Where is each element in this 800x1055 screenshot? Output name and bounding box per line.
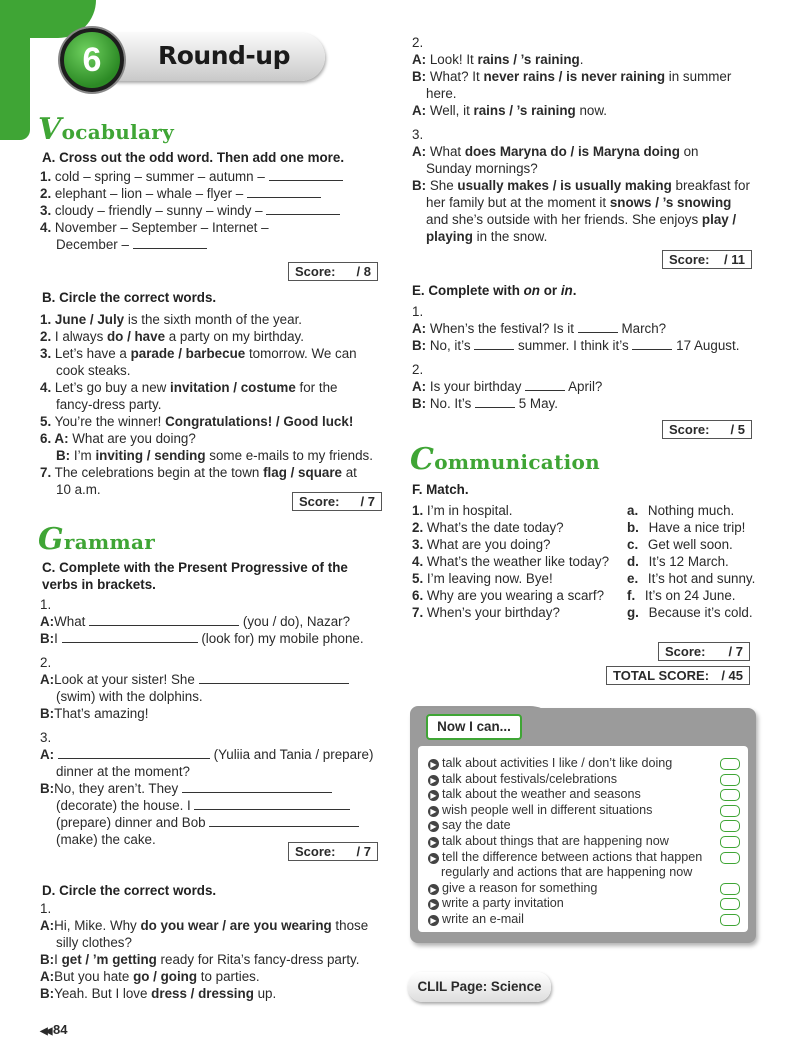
page-title: Round-up (158, 41, 290, 70)
checkbox[interactable] (720, 820, 740, 832)
grammar-d-3a: A: What does Maryna do / is Maryna doing on (412, 144, 699, 159)
grammar-d-1a: A:Hi, Mike. Why do you wear / are you wearing those (40, 918, 369, 933)
grammar-d-num-1: 1. (40, 901, 52, 916)
grammar-d-2b: B: What? It never rains / is never raining in summer (412, 69, 732, 84)
match-left-item: 6. Why are you wearing a scarf? (412, 588, 605, 603)
play-arrow-icon: ▶ (428, 899, 439, 910)
play-arrow-icon: ▶ (428, 837, 439, 848)
grammar-e-1a: A: When’s the festival? Is it March? (412, 321, 667, 336)
match-left-item: 5. I’m leaving now. Bye! (412, 571, 553, 586)
play-arrow-icon: ▶ (428, 806, 439, 817)
grammar-c-3b: B:No, they aren’t. They (40, 781, 332, 796)
play-arrow-icon: ▶ (428, 759, 439, 770)
score-b: Score: / 7 (292, 492, 382, 511)
vocab-b-item-1: 1. June / July is the sixth month of the year. (40, 312, 303, 327)
section-title-communication: Communication (410, 442, 600, 477)
grammar-c-3b-cont-3: (make) the cake. (56, 832, 156, 847)
match-left-item: 7. When’s your birthday? (412, 605, 560, 620)
play-arrow-icon: ▶ (428, 884, 439, 895)
match-right-item: f. It’s on 24 June. (627, 588, 736, 603)
score-f: Score: / 7 (658, 642, 750, 661)
grammar-d-2c: A: Well, it rains / ’s raining now. (412, 103, 607, 118)
vocab-a-item-4-cont: December – (56, 237, 207, 252)
vocab-a-item-2: 2. elephant – lion – whale – flyer – (40, 186, 321, 201)
now-i-can-item: ▶ give a reason for something (428, 881, 597, 895)
vocab-b-item-7: 7. The celebrations begin at the town flag / square at (40, 465, 357, 480)
vocab-b-item-4-cont: fancy-dress party. (56, 397, 162, 412)
now-i-can-label: Now I can... (426, 714, 522, 740)
score-d: Score: / 11 (662, 250, 752, 269)
match-left-item: 2. What’s the date today? (412, 520, 564, 535)
vocab-b-item-3-cont: cook steaks. (56, 363, 131, 378)
now-i-can-item: ▶ talk about things that are happening now (428, 834, 669, 848)
play-arrow-icon: ▶ (428, 821, 439, 832)
grammar-e-2a: A: Is your birthday April? (412, 379, 603, 394)
now-i-can-item: ▶ wish people well in different situations (428, 803, 652, 817)
grammar-d-3a-cont: Sunday mornings? (426, 161, 538, 176)
grammar-d-2a: A: Look! It rains / ’s raining. (412, 52, 584, 67)
grammar-c-3b-cont-2: (prepare) dinner and Bob (56, 815, 359, 830)
task-c-instruction-2: verbs in brackets. (42, 577, 156, 592)
grammar-c-2b: B:That’s amazing! (40, 706, 149, 721)
grammar-d-1d: B:Yeah. But I love dress / dressing up. (40, 986, 277, 1001)
grammar-e-1b: B: No, it’s summer. I think it’s 17 August. (412, 338, 740, 353)
section-title-vocabulary: Vocabulary (38, 112, 174, 147)
match-right-item: d. It’s 12 March. (627, 554, 729, 569)
grammar-e-2b: B: No. It’s 5 May. (412, 396, 558, 411)
play-arrow-icon: ▶ (428, 790, 439, 801)
section-title-grammar: Grammar (38, 522, 156, 557)
now-i-can-item: ▶ write an e-mail (428, 912, 524, 926)
clil-page-button[interactable]: CLIL Page: Science (408, 972, 551, 1002)
score-a: Score: / 8 (288, 262, 378, 281)
rewind-icon: ◀◀ (40, 1026, 50, 1037)
vocab-b-item-6: 6. A: What are you doing? (40, 431, 196, 446)
vocab-a-item-4: 4. November – September – Internet – (40, 220, 269, 235)
grammar-e-num-2: 2. (412, 362, 424, 377)
score-c: Score: / 7 (288, 842, 378, 861)
grammar-c-num-1: 1. (40, 597, 52, 612)
task-a-instruction: A. Cross out the odd word. Then add one more. (42, 150, 345, 165)
checkbox[interactable] (720, 758, 740, 770)
vocab-b-item-7-cont: 10 a.m. (56, 482, 101, 497)
play-arrow-icon: ▶ (428, 853, 439, 864)
grammar-d-3b-cont-2: and she’s outside with her friends. She enjoys play / (426, 212, 737, 227)
task-e-instruction: E. Complete with on or in. (412, 283, 577, 298)
task-f-instruction: F. Match. (412, 482, 469, 497)
now-i-can-item: ▶ write a party invitation (428, 896, 564, 910)
tree-trunk-decoration (0, 0, 30, 140)
now-i-can-item: ▶ talk about the weather and seasons (428, 787, 641, 801)
checkbox[interactable] (720, 805, 740, 817)
grammar-d-1b: B:I get / ’m getting ready for Rita’s fancy-dress party. (40, 952, 360, 967)
task-d-instruction: D. Circle the correct words. (42, 883, 217, 898)
checkbox[interactable] (720, 914, 740, 926)
checkbox[interactable] (720, 774, 740, 786)
vocab-b-item-6-b: B: I’m inviting / sending some e-mails to my friends. (56, 448, 373, 463)
now-i-can-item: ▶ talk about activities I like / don’t like doing (428, 756, 672, 770)
match-right-item: e. It’s hot and sunny. (627, 571, 756, 586)
page-number: ◀◀ 84 (40, 1022, 68, 1037)
vocab-b-item-2: 2. I always do / have a party on my birthday. (40, 329, 304, 344)
grammar-d-1c: A:But you hate go / going to parties. (40, 969, 260, 984)
play-arrow-icon: ▶ (428, 775, 439, 786)
vocab-b-item-3: 3. Let’s have a parade / barbecue tomorrow. We can (40, 346, 357, 361)
now-i-can-item: ▶ tell the difference between actions that happen (428, 850, 702, 864)
checkbox[interactable] (720, 836, 740, 848)
vocab-b-item-4: 4. Let’s go buy a new invitation / costume for the (40, 380, 338, 395)
match-right-item: a. Nothing much. (627, 503, 735, 518)
grammar-c-3b-cont-1: (decorate) the house. I (56, 798, 350, 813)
grammar-e-num-1: 1. (412, 304, 424, 319)
grammar-c-3a-cont: dinner at the moment? (56, 764, 190, 779)
checkbox[interactable] (720, 789, 740, 801)
grammar-c-num-2: 2. (40, 655, 52, 670)
now-i-can-item: ▶ say the date (428, 818, 511, 832)
grammar-d-3b-cont-1: her family but at the moment it snows / ’s snowing (426, 195, 732, 210)
match-right-item: c. Get well soon. (627, 537, 733, 552)
grammar-d-num-2: 2. (412, 35, 424, 50)
grammar-d-2b-cont: here. (426, 86, 457, 101)
match-left-item: 3. What are you doing? (412, 537, 551, 552)
match-left-item: 4. What’s the weather like today? (412, 554, 610, 569)
vocab-a-item-1: 1. cold – spring – summer – autumn – (40, 169, 343, 184)
grammar-c-3a: A: (Yuliia and Tania / prepare) (40, 747, 374, 762)
match-right-item: b. Have a nice trip! (627, 520, 746, 535)
score-e: Score: / 5 (662, 420, 752, 439)
vocab-b-item-5: 5. You’re the winner! Congratulations! / Good luck! (40, 414, 354, 429)
total-score: TOTAL SCORE: / 45 (606, 666, 750, 685)
grammar-c-1b: B:I (look for) my mobile phone. (40, 631, 364, 646)
play-arrow-icon: ▶ (428, 915, 439, 926)
grammar-d-3b-cont-3: playing in the snow. (426, 229, 548, 244)
grammar-d-3b: B: She usually makes / is usually making breakfast for (412, 178, 750, 193)
grammar-c-1a: A:What (you / do), Nazar? (40, 614, 351, 629)
now-i-can-item: ▶ talk about festivals/celebrations (428, 772, 617, 786)
grammar-d-num-3: 3. (412, 127, 424, 142)
task-b-instruction: B. Circle the correct words. (42, 290, 217, 305)
checkbox[interactable] (720, 898, 740, 910)
unit-number-badge: 6 (60, 28, 124, 92)
task-c-instruction-1: C. Complete with the Present Progressive of the (42, 560, 348, 575)
now-i-can-item: regularly and actions that are happening now (441, 865, 693, 880)
vocab-a-item-3: 3. cloudy – friendly – sunny – windy – (40, 203, 340, 218)
grammar-c-num-3: 3. (40, 730, 52, 745)
grammar-d-1a-cont: silly clothes? (56, 935, 132, 950)
match-right-item: g. Because it’s cold. (627, 605, 753, 620)
checkbox[interactable] (720, 883, 740, 895)
grammar-c-2a-cont: (swim) with the dolphins. (56, 689, 203, 704)
grammar-c-2a: A:Look at your sister! She (40, 672, 349, 687)
match-left-item: 1. I’m in hospital. (412, 503, 513, 518)
checkbox[interactable] (720, 852, 740, 864)
